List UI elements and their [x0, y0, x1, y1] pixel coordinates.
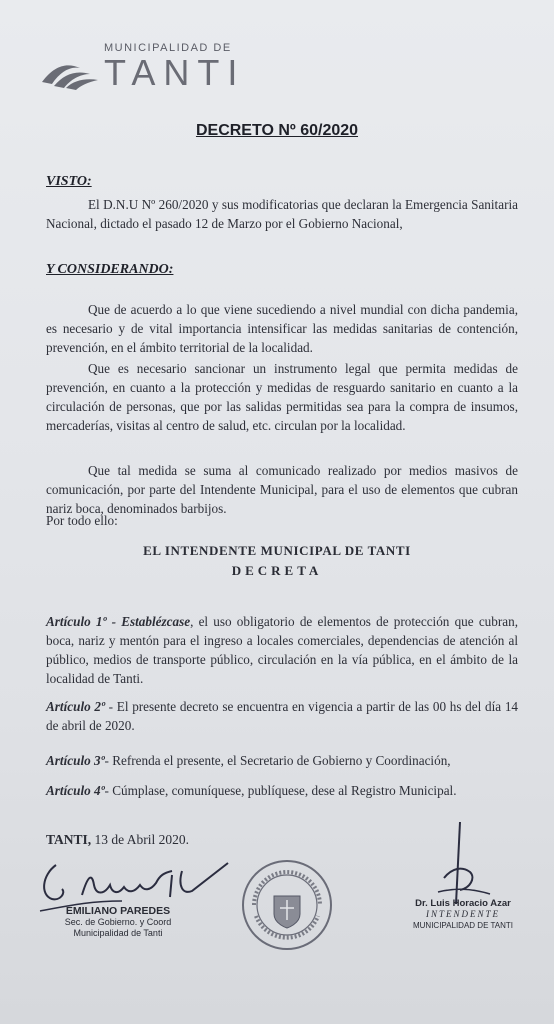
visto-paragraph: El D.N.U Nº 260/2020 y sus modificatorias que declaran la Emergencia Sanitaria Nacional, dictado el pasado 12 de Marzo por el Gobierno Nacional,: [46, 197, 518, 231]
waves-logo-icon: [40, 48, 102, 92]
date-place: TANTI,: [46, 832, 92, 847]
municipal-seal-stamp: [240, 858, 334, 952]
article-1: [46, 612, 518, 688]
municipality-logo: [40, 40, 246, 100]
right-signer-role: INTENDENTE: [425, 909, 500, 919]
considerando-paragraph-1: Que de acuerdo a lo que viene sucediendo a nivel mundial con dicha pandemia, es necesario y de vital importancia intensificar las medidas sanitarias de contención, prevención, en el ámbito territorial de la localidad.: [46, 302, 518, 355]
right-signer-org: MUNICIPALIDAD DE TANTI: [412, 921, 513, 930]
right-handwritten-signature: [430, 818, 500, 908]
left-signer-name: EMILIANO PAREDES: [65, 905, 171, 917]
logo-municipality-text: MUNICIPALIDAD DE: [104, 42, 232, 54]
date-text: 13 de Abril 2020.: [91, 832, 190, 847]
article-3-label: Artículo 3º: [46, 753, 105, 768]
considerando-paragraph-3: Que tal medida se suma al comunicado realizado por medios masivos de comunicación, por parte del Intendente Municipal, para el uso de elementos que cubran nariz boca, denominados barbijos.: [46, 463, 518, 516]
issue-date: [46, 832, 189, 848]
right-signature-block: [398, 898, 528, 931]
decreta-heading: DECRETA: [231, 563, 323, 578]
left-signer-role: Sec. de Gobierno. y Coord: [64, 917, 172, 927]
logo-tanti-text: TANTI: [104, 52, 246, 93]
article-2-label: Artículo 2º: [46, 699, 105, 714]
considerando-heading: Y CONSIDERANDO:: [46, 262, 174, 277]
visto-heading: VISTO:: [46, 174, 92, 189]
article-3: [46, 751, 518, 770]
article-4-label: Artículo 4º: [46, 783, 105, 798]
article-1-label: Artículo 1º - Establézcase: [46, 614, 191, 629]
article-2: [46, 697, 518, 735]
article-4-text: - Cúmplase, comuníquese, publíquese, dese al Registro Municipal.: [104, 783, 457, 798]
article-2-text: - El presente decreto se encuentra en vigencia a partir de las 00 hs del día 14 de abril de 2020.: [46, 699, 519, 733]
left-signer-org: Municipalidad de Tanti: [73, 928, 163, 938]
right-signer-name: Dr. Luis Horacio Azar: [415, 898, 511, 909]
article-1-text: , el uso obligatorio de elementos de protección que cubran, boca, nariz y mentón para el ingreso a locales comerciales, dependencias de atención al público, medios de transporte público, circulación en la vía pública, en el ámbito de la localidad de Tanti.: [46, 614, 518, 686]
por-todo-ello: Por todo ello:: [46, 513, 118, 528]
article-4: [46, 781, 518, 800]
considerando-paragraph-2: Que es necesario sancionar un instrumento legal que permita medidas de prevención, en cuanto a la protección y medidas de resguardo sanitario en cuanto a la circulación de personas, que por las salidas permitidas sea para la compra de insumos, mercaderías, visitas al centro de salud, etc. circulan por la localidad.: [46, 361, 518, 433]
left-signature-block: [38, 905, 198, 939]
decree-title: DECRETO Nº 60/2020: [195, 122, 359, 139]
intendente-heading: EL INTENDENTE MUNICIPAL DE TANTI: [143, 543, 411, 558]
article-3-text: - Refrenda el presente, el Secretario de Gobierno y Coordinación,: [104, 753, 451, 768]
